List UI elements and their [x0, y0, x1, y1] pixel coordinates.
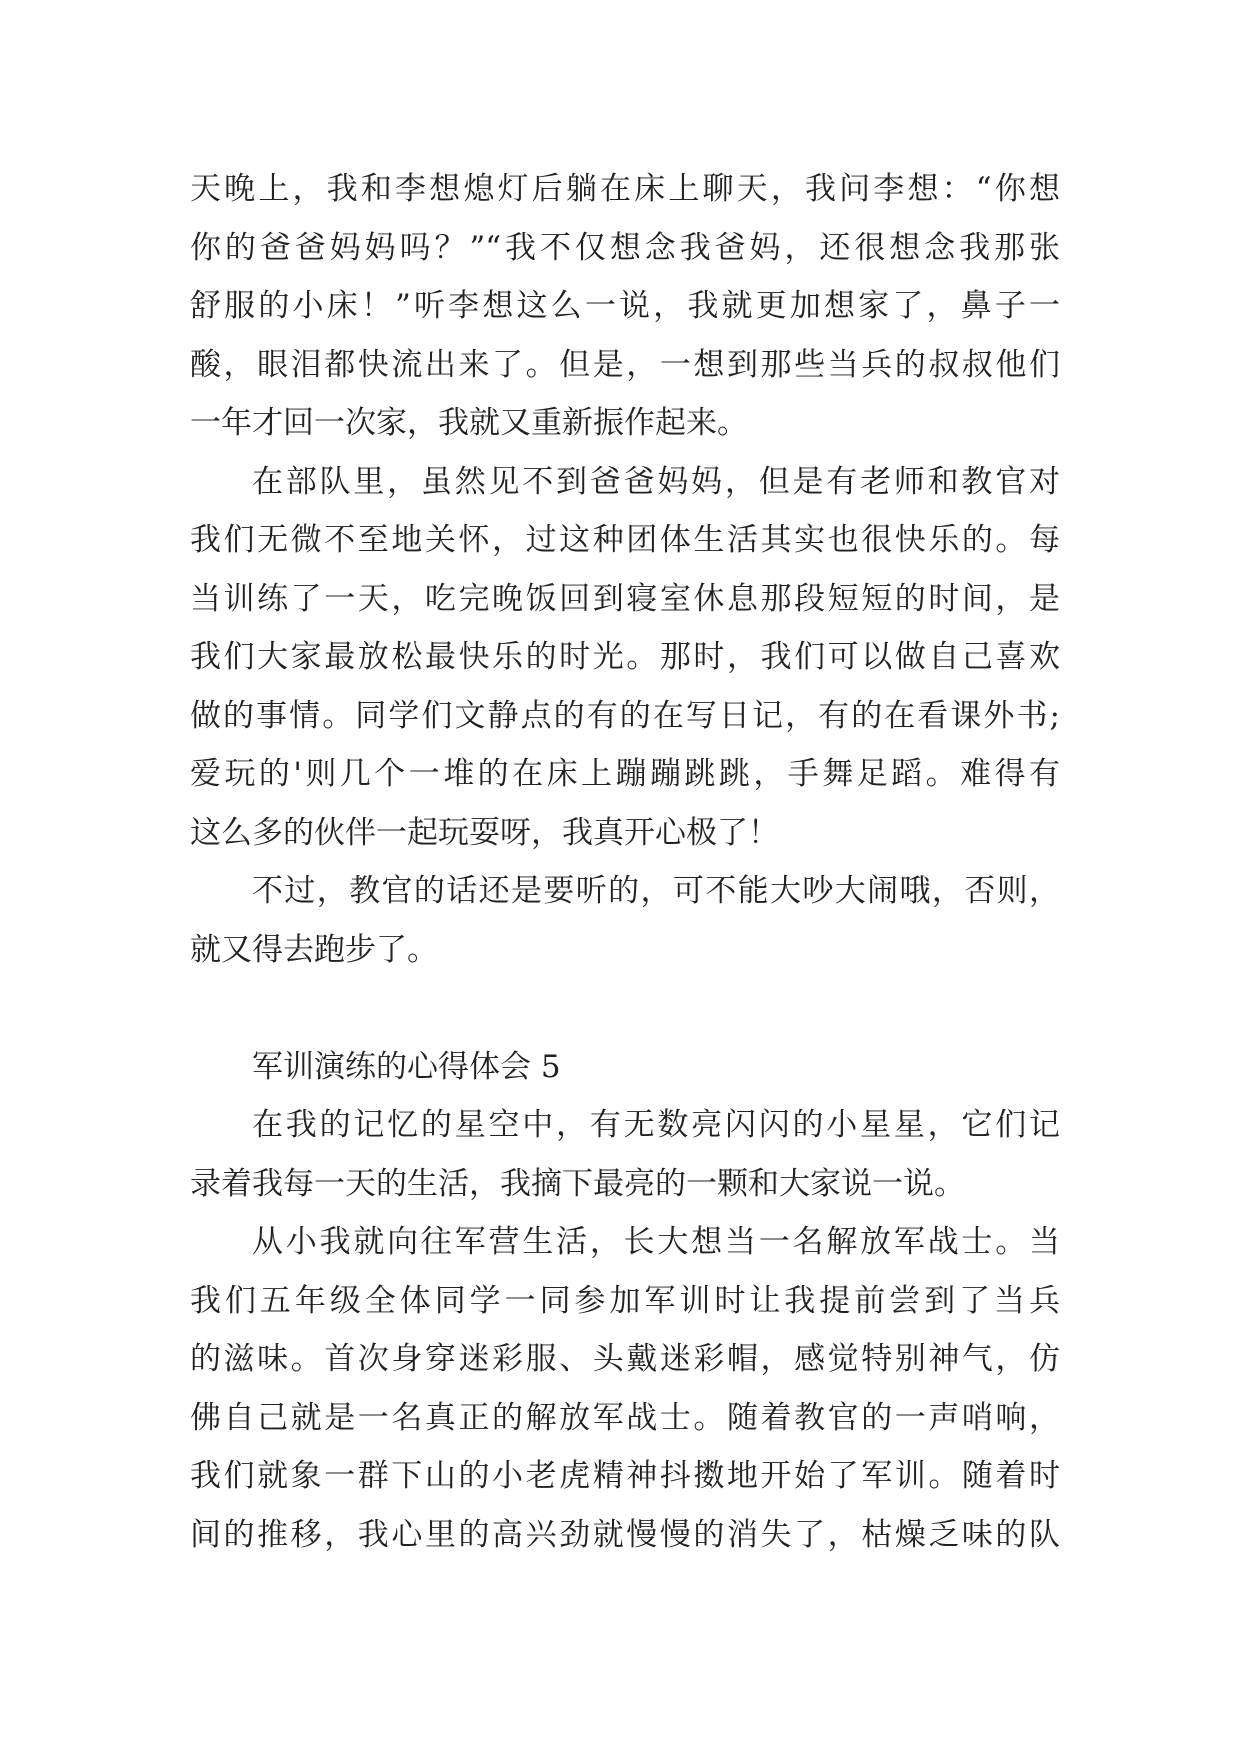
text-line: 当训练了一天，吃完晚饭回到寝室休息那段短短的时间，是 [190, 580, 1060, 617]
text-line: 做的事情。同学们文静点的有的在写日记，有的在看课外书; [190, 697, 1060, 734]
text-line: 间的推移，我心里的高兴劲就慢慢的消失了，枯燥乏味的队 [190, 1516, 1060, 1553]
text-line: 我们五年级全体同学一同参加军训时让我提前尝到了当兵 [190, 1282, 1060, 1319]
section-title: 军训演练的心得体会 5 [252, 1048, 561, 1085]
text-line: 舒服的小床！”听李想这么一说，我就更加想家了，鼻子一 [190, 288, 1060, 324]
text-line: 这么多的伙伴一起玩耍呀，我真开心极了！ [190, 814, 779, 851]
text-line: 在部队里，虽然见不到爸爸妈妈，但是有老师和教官对 [252, 463, 1060, 500]
text-line: 你的爸爸妈妈吗？”“我不仅想念我爸妈，还很想念我那张 [190, 229, 1060, 266]
text-line: 酸，眼泪都快流出来了。但是，一想到那些当兵的叔叔他们 [190, 346, 1060, 383]
text-line: 的滋味。首次身穿迷彩服、头戴迷彩帽，感觉特别神气，仿 [190, 1341, 1060, 1377]
document-body [190, 160, 1060, 1564]
text-line: 爱玩的'则几个一堆的在床上蹦蹦跳跳，手舞足蹈。难得有 [190, 756, 1060, 792]
text-line: 录着我每一天的生活，我摘下最亮的一颗和大家说一说。 [190, 1165, 965, 1202]
text-line: 一年才回一次家，我就又重新振作起来。 [190, 405, 748, 441]
text-line: 就又得去跑步了。 [190, 931, 438, 968]
paragraph [190, 160, 1060, 453]
paragraph [190, 1213, 1060, 1564]
text-line: 从小我就向往军营生活，长大想当一名解放军战士。当 [252, 1224, 1060, 1260]
text-line: 在我的记忆的星空中，有无数亮闪闪的小星星，它们记 [252, 1107, 1060, 1143]
text-line: 佛自己就是一名真正的解放军战士。随着教官的一声哨响， [190, 1399, 1060, 1436]
text-line: 我们大家最放松最快乐的时光。那时，我们可以做自己喜欢 [190, 639, 1060, 675]
paragraph [190, 453, 1060, 863]
text-line: 我们就象一群下山的小老虎精神抖擞地开始了军训。随着时 [190, 1458, 1060, 1494]
text-line: 天晚上，我和李想熄灯后躺在床上聊天，我问李想：“你想 [190, 171, 1060, 207]
text-line: 我们无微不至地关怀，过这种团体生活其实也很快乐的。每 [190, 522, 1060, 558]
paragraph [190, 862, 1060, 979]
paragraph [190, 1096, 1060, 1213]
text-line: 不过，教官的话还是要听的，可不能大吵大闹哦，否则， [252, 873, 1060, 909]
blank-line [190, 979, 1060, 1038]
